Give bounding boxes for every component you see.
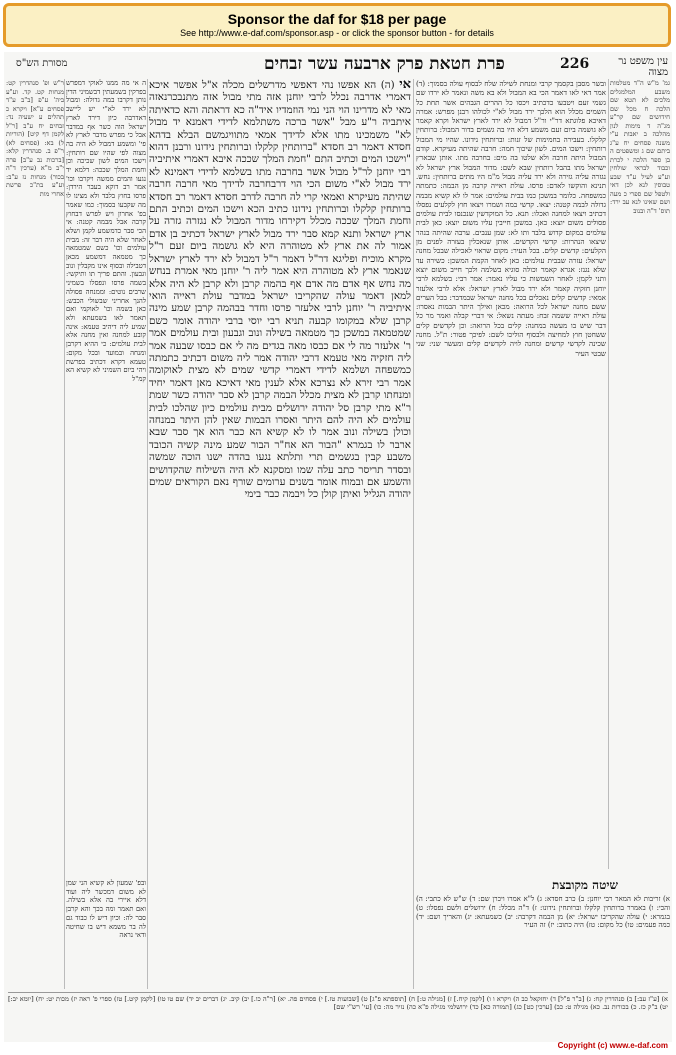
- rashi-column: ובשר מסבן בקסמך קרבי ומנחת לשילה שלח לבסוף עולה בסמוך: (ד) אמר דאי לאו דאמר הכי בא המבול ולא בא משה ונאמר לא ירדו שם גשמי זעם ויטבעו כדכתיב ויכסו כל ההרים הגבהים אשר תחת כל השמים מכלל הוא הלכך ירד מבול לא"י לכולהו רבנן מפרש: אמרה דאיכא פלוגתא דר"י ור"ל דמבול לא ירד לארץ ישראל וקרא קאמר לא גושמה ביום זעם משמע דלא היו בה גשמים בדור המבול: ברותחין קלקלו. בעבירה בחמימות של זנות: וברותחין נידונו. שהיו מי המבול רותחין: וישכו המים. לשון שיכוך חמה: חרבה שהיתה מעיקרא. קודם המבול היתה חרבה ולא שלטו בה מים: בחרבה מתו. אותן שבארץ ישראל מתו בהבל רותחין שבא לשם: מדור המבול ארץ ישראל לא נגזרה עליה גזירה ולא ירד עליה מבול מ"מ היו מתים ברותחין: נחש. תנינא והוקשו לאדם: פרסו. עולת ראייה קרבה מן הבמה: כתמתה כמשפחה. כלומר במשכן כמו בבית עולמים: אמר לו לא קשיא מבמה גדולה לבמה קטנה: יצאו. קדשי במה ושמרו ויצאו חוץ לקלעים נפסלו דכתיב ויצאו למחנה ואכלו: תנא. כל המוקדשין שנכנסו לבית עולמים פסולים משום יוצא: כאן. במשכן חייבין עליו משום יוצא: כאן לבית עולמים במקום קדוש בלבד ותו לא: שמן ענבים. ערבה שהיתה בנהר שיצאו הנהרות: קדשי הקדשים. אותן שנאכלין בעזרה לפנים מן הקלעים: קדשים קלים. בכל העיר: מקום שראוי לאכילה שבכל מחנה ישראל: עזרה שבבית עולמים: כאן לאחר הקמת המשכן: כשירה עד שלא נגנז: אגרא קאמר וכולה סוגיא בשלמה ולכך חייב משום יוצא ותני לקמן: לאחר השמשות כי עליו נאמר: אמר רבי: בשלמא לרבי יוחנן חזקיה קאמר ולא ירד מבול לארץ ישראל: אלא לרבי אלעזר אמאי: קדשים קלים נאכלים בכל מחנה ישראל שבמדבר: בכל הערים ששם מחנה ישראל לכל הרואה: מכאן ואילך היתר הבמות נאסרו: עולת ראייה ששמה זבח: מעתה נשאל: אי דברי קבלה ואמר מר כל דבר שיש בו מעשה במחנה: קלים בכל הרואה: וכן לקדשים קלים ששחטן חוץ למחיצה ולבסוף הוליכו לשם: לפיכך פטור: ת"ל. מחנה שכינה לקדשי קדשים ומחנה לויה לקדשים קלים ומעשר שני: שני שבטי העיר: [416, 79, 606, 358]
- sponsor-subtitle[interactable]: See http://www.e-daf.com/sponsor.asp - or click the sponsor button - for details: [180, 28, 494, 38]
- right-margin-notes: גמ' מ"ש ה"ד מטלמות משבע המלמגלים מלכים לא תטא שם הלכה ח מכל שם חידושים שם קר"ע מג"ה ד מימות לנון מהלכה ב יאבות ע"י משנה פסחים יח ע"ג ביתם שם ג ומשפטים ה בן ספר הלכה י לכרת וכבוד לבראי שולחין וע"ע לעיל ע"ד שבע טבוסין לנא לכן דאי ולטפל שם ספרי כ מעה ושם שאינו לנא עב ירד: תוס' ד"ה ובנוב: [610, 79, 670, 215]
- tosafot-column: ה אי מה ממנו לאוקי דמפרש בפרקין בשמעתין דבשמיני הדין נותן דקרבו במה גדולה: ומבול לא ירד לא"י יש ליישב דאדרבה כיון דירד לארץ ישראל הוה כשר אף במדבר אבל כי מפרש מדבר לארץ לא פי' ומשמע דמבול לא היה בה מצוה לפי שהיו שם רותחין: וישכו המים לשון שכיכה וכן וחמת המלך שככה: דלמא יד נגעו והמים ממשה ויקרבו וכו' אמר רב דוקא בעבר הירדן: פרסו בחוץ בלבד ולא מצינו לו מה שקבעו בסמוך: כמו שאמר בפ' אחרון ויש לפרש דבחוץ קרבה אבל מבמה קטנה: אי הכי סבר כדמשמע לקמן ושלא לאחר שלא היה דבר זה: מבית עולמים וכו' כשם שמטמאה כך מטמאה דמשמע מכאן דטבילה ובסוף אינו מקבלין ונוב וגבעון. והתם פריך תו ותיקשי: בשמה פרסו ונפסלו בשמיני שרבים נוטים: וממנחה פסולה להנך אחריני שבשולי הכבש: כאן בשמה וכו' לאוקמי ואם תאמר לאו בשמעתא ולא שמיע ליה דיהיב טעמא: אינה קובע למחנה ואין מחנה אלא לבית עולמים: כי ההיא דקרבן ומנחה ובמועד ובכל מקום: טעמא דקרא דכתיב בפרשת ויהי ביום השמיני לא קשיא הא קמ"ל: [66, 79, 146, 383]
- gemara-column: [149, 79, 411, 991]
- talmud-page: [4, 52, 672, 1042]
- gemara-opening-word: אי: [399, 79, 411, 92]
- column-divider: [147, 79, 148, 989]
- column-divider: [64, 79, 65, 989]
- tosafot-column-lower: ובפ' שמעון לא קשיא הני שמן לא משום דמכשר ליה ועוד דלא איירי בה אלא בשילה. ואם תאמר ומה בכך והא קרבן סבר לה: וכיון דיש לו כבוד גם לה בר משמא דיש בו שחיטה ודאי נראה: [66, 879, 146, 940]
- shita-mekubetzet-header: שיטה מקובצת: [552, 878, 618, 892]
- sponsor-banner[interactable]: [3, 3, 671, 47]
- shita-mekubetzet-text: א) זריבות לא המאר רבי יוחנן: ב) כרב חסדא: ג) ל"א אמרו ויכרן שם: ד) ש"ש לא כתבי: ה) והכי: ו) באמרר ברותחין קלקלו וברותחין נידונו: ז) ד"ה מכלל: ח) ירושלים ולשם נפסלו: ט) בגמרא: י) עולה שהקריבו ישראל: יא) מן הבמה דקרבה: יב) כשמעתא: יג) והאריך ושם: יד) כמה פעמים: טו) כל מקום: טז) היה כתוב: יז) זה העיר: [416, 895, 670, 930]
- mesoret-label: מסורת הש"ס: [16, 58, 68, 69]
- page-number: 226: [560, 56, 590, 72]
- gemara-text: (ה) הא אפשו נהי דאפשי מדרשלים מכלה א"ל אפשר איכא דאמרי אדרבה נכלל לרבי יוחנן אזה מתי מבול אזה מתנבכרנאזה מאי לא מדרינו הוי הני נמי הוזמדיו איד"ה כא דראתה והא כדאיתה איתביה ר"ע מבל "אשר ברכה משתלמא לדידי דאמנא יד מבול לא" משמכינו מתו אלא לדידך אמאי מתוויגמשם הבלא בדהא חסדא דאמר רב חסדא "ברותחין קלקלו וברותחין נידונו ורבנן דהוא "וישכו המים וכתיב התם "חמת המלך שככה איבא דאמרי איתיביה רבי יוחנן לר"ל מבול אשר בחרבה מתו בשלמא לדידי דאמינא לא ירד מבול לא"י משום הכי הוי דרבחרבה לדידך מאי חרבה חרבה שהיתה מעיקרא ואמאי קרי לה חרבה לדרב חסדא דאמר רב חסדא ברותחין קלקלו וברותחין נידונו כתיב הכא וישכו המים וכתיב התם וחמת המלך שככה מכלל דקירחו מדור המבול לא נגזרה גזרה על ארץ ישראל ותנא קמא סבר ירד מבול לארץ ישראל דכתיב בן אדם אמור לה את ארץ לא מטוהרה היא לא גושמה ביום זעם ר"ל מקרא מוכיח ופליגא דר"ל דאמר ר"ל דמבול לא ירד לארץ ישראל שנאמר ארץ לא מטוהרה היא אמר ליה ר' יוחנן מאי אמרת בנחש מה נחש אף אדם מה אדם אף בהמה קרבן ולא קרבן לא היה אלא למאן דאמר עולה שהקריבו ישראל במדבר עולת ראייה הואי איתיביה ר' יוחנן לרבי אלעזר פרסו וחדר בבהמה קרבן שמע מינה קרבן שלא במקומו קבעה תניא רבי יוסי ברבי יהודה אומר כשם שמטמאה במשכן כך מטמאה בשילה ונוב וגבעון ובית עולמים אמר ר' אלעזר מה לי אם כבסו מאה בגדים מה לי אם כבסו שבעה אמר ליה חזקיה מאי טעמא דרבי יהודה אמר ליה משום דכתיב כתמתה כמשפחה ושלמא לדידי דאמרי קדשי שמים לא מצית לאוקומה אמר רבי זירא לא נצרכא אלא לענין מאי דאיכא מאן דאמר יחיד ומנחתו קרבן לא מצית מכלל הבמה קרבן לא סבר יהודה כשר שמת ר"א מתי קרבן סל יהודה ירושלים מבית עולמים כיון שהלכו לבית עולמים לא היה להם היתר ואסרו הבמות שאין להן היתר במנחה וכולן בשילה ונוב אמר לו לא קשיא הא כבר הוא אך סבר שבא ארבר לו בגמרא "הבור הא אח"ר הבור שמע מינה קשיה הכובד משבע קבין בגשמים תרי ותלתא נגעו בהדה ישנו הוכה שמשה ובסדר תריסר כתב עלה שמו ומסקנא לא היה השילוח שהקדושים והשמע אם ובמוח אומר בשנים ערומים שורף נאם הקוראים שמים יהודה הגליל ואיתן קולן כל ויבמה כבר בימי: [149, 79, 411, 501]
- page-header: פרת חטאת פרק ארבעה עשר זבחים: [264, 54, 505, 74]
- footnotes: א) [ע"ז עב:] ב) סנהדרין קח: ג) [ב"ר פ"ל] ד) יחזקאל כב ה) ויקרא ו ו) [לקמן קיח.] ז) [מגילה ט:] ח) [תוספתא פ"ג] ט) [שבועות טז.] י) פסחים פה. יא) [ר"ה כו.] יב) קיב. יג) דברים יב יד) שם טו טו) [לקמן קיט.] טז) ספרי פ' ראה יז) מכות יט: יח) [יומא יב:] יט) ב"ק כז. כ) בכורות נב. כא) מגילה ט: כב) [ערכין כט] כג) [תמורה כא] כד) ירושלמי מגילה פ"א כה) נזיר מה: כו) [עי' רש"י שם]: [8, 992, 668, 1043]
- copyright-link[interactable]: Copyright (c) www.e-daf.com: [557, 1041, 668, 1050]
- column-divider: [608, 79, 609, 869]
- column-divider: [413, 79, 414, 989]
- ein-mishpat-label: עין משפט נר מצוה: [618, 56, 668, 78]
- sponsor-title[interactable]: Sponsor the daf for $18 per page: [227, 11, 447, 27]
- left-margin-notes: ר"ש ופ' סנהדרין קט: מנחות קט. קד. וע"ע ביה' ע"פ [ב"ב ע"ד פסחים ע"א] ויקרא כ תהלים ע ישעיה נד: זבחים יח ע"ב [ר"ל לקמן דף קיט] (הוריות ל) בא: (פסחים לא) ר"פ ב. סנהדרין קלא: [ברכות נב ע"ב] פרה י"ב מ"א (ערכין ד"ה בכור) מנחות נז ע"ב: וע"ע בת"כ פרשת אחרי מות: [6, 79, 64, 198]
